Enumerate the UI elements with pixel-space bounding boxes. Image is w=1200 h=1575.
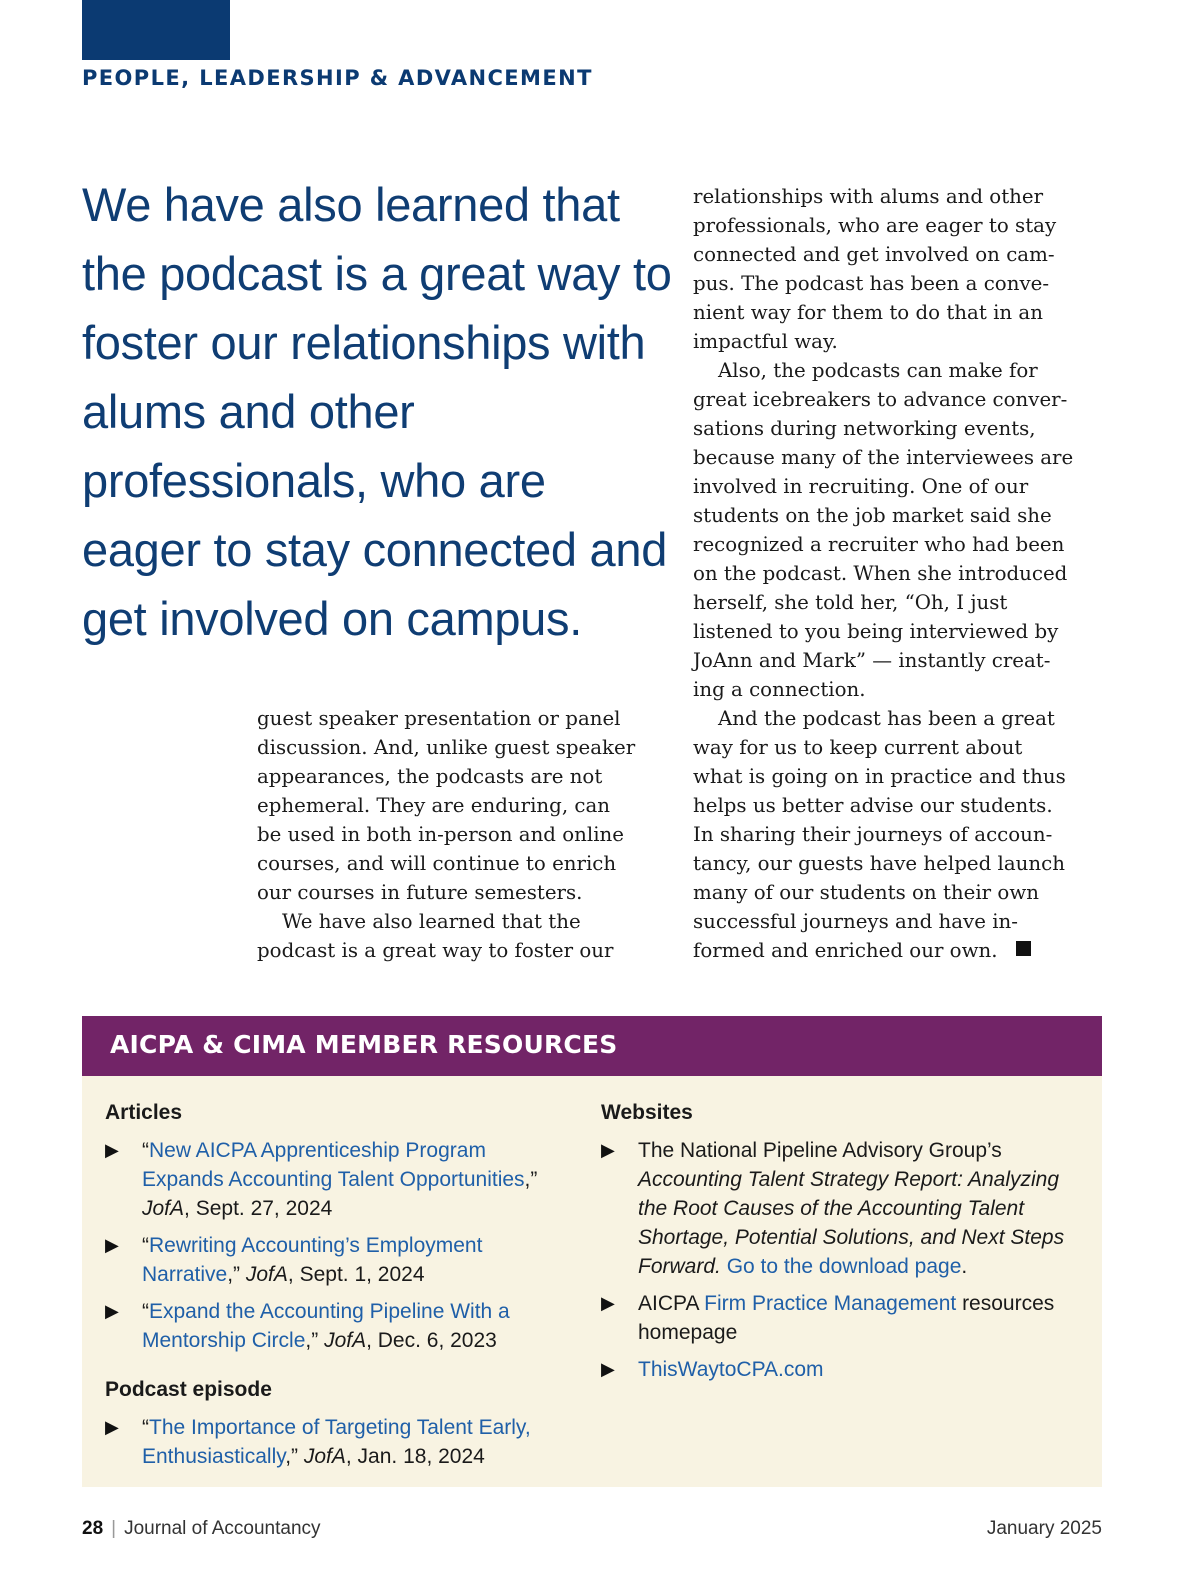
websites-list: [601, 1136, 1081, 1384]
article-link[interactable]: New AICPA Apprenticeship Program Expands Accounting Talent Opportunities: [142, 1139, 525, 1191]
websites-heading: Websites: [601, 1101, 693, 1124]
list-item: ▶ “Rewriting Accounting’s Employment Narrative,” JofA, Sept. 1, 2024: [105, 1231, 565, 1289]
source-name: JofA: [142, 1197, 185, 1220]
articles-list: [105, 1136, 565, 1355]
list-item: ▶ “The Importance of Targeting Talent Early, Enthusiastically,” JofA, Jan. 18, 2024: [105, 1413, 565, 1471]
body-paragraph: We have also learned that the podcast is a great way to foster our: [257, 910, 614, 962]
triangle-bullet-icon: ▶: [105, 1301, 119, 1321]
list-item: ▶ “Expand the Accounting Pipeline With a Mentorship Circle,” JofA, Dec. 6, 2023: [105, 1297, 565, 1355]
member-resources-box: [82, 1016, 1102, 1487]
article-date: , Sept. 1, 2024: [287, 1263, 425, 1286]
report-title: Accounting Talent Strategy Report: Analyzing the Root Causes of the Accounting Talent Shortage, Potential Solutions, and Next Steps Forward.: [638, 1168, 1065, 1278]
download-page-link[interactable]: Go to the download page: [726, 1255, 962, 1278]
list-item: [601, 1355, 1081, 1384]
podcast-link[interactable]: The Importance of Targeting Talent Early, Enthusiastically: [142, 1416, 531, 1468]
issue-date: January 2025: [986, 1518, 1102, 1539]
firm-practice-management-link[interactable]: Firm Practice Management: [704, 1292, 957, 1315]
body-paragraph: relationships with alums and other professionals, who are eager to stay connected and get involved on cam- pus. The podcast has been a conve- nient way for them to do that in an impactful way.: [693, 185, 1057, 353]
source-name: JofA: [303, 1445, 346, 1468]
body-paragraph: guest speaker presentation or panel discussion. And, unlike guest speaker appearances, the podcasts are not ephemeral. They are enduring, can be used in both in-person and online courses, and will continue to enrich our courses in future semesters.: [257, 707, 636, 904]
list-item: ▶ AICPA Firm Practice Management resources homepage: [601, 1289, 1081, 1347]
body-paragraph-final: [693, 704, 1113, 965]
member-resources-header: [82, 1016, 1102, 1076]
article-link[interactable]: Rewriting Accounting’s Employment Narrative: [142, 1234, 483, 1286]
source-name: JofA: [245, 1263, 288, 1286]
list-item: ▶ The National Pipeline Advisory Group’s Accounting Talent Strategy Report: Analyzing the Root Causes of the Accounting Talent Shortage, Potential Solutions, and Next Steps Forward. Go to the download page.: [601, 1136, 1081, 1281]
podcast-heading: Podcast episode: [105, 1378, 272, 1401]
list-item: ▶ “New AICPA Apprenticeship Program Expands Accounting Talent Opportunities,” JofA, Sept. 27, 2024: [105, 1136, 565, 1223]
page-number: 28: [82, 1518, 104, 1539]
resources-left-column: [105, 1098, 565, 1479]
podcast-date: , Jan. 18, 2024: [345, 1445, 485, 1468]
member-resources-title: AICPA & CIMA MEMBER RESOURCES: [110, 1030, 618, 1059]
article-date: , Sept. 27, 2024: [184, 1197, 333, 1220]
podcast-list: [105, 1413, 565, 1471]
triangle-bullet-icon: ▶: [601, 1293, 615, 1313]
triangle-bullet-icon: ▶: [105, 1235, 119, 1255]
article-link[interactable]: Expand the Accounting Pipeline With a Mentorship Circle: [142, 1300, 510, 1352]
resources-right-column: [601, 1098, 1081, 1392]
footer-separator: |: [111, 1518, 117, 1539]
triangle-bullet-icon: ▶: [601, 1359, 615, 1379]
pull-quote: We have also learned that the podcast is a great way to foster our relationships with alums and other professionals, who are eager to stay connected and get involved on campus.: [82, 178, 672, 645]
thiswaytocpa-link[interactable]: ThisWaytoCPA.com: [638, 1358, 824, 1381]
section-label: PEOPLE, LEADERSHIP & ADVANCEMENT: [82, 66, 593, 90]
page-footer: [82, 1518, 1102, 1544]
header-color-bar: [82, 0, 230, 60]
article-date: , Dec. 6, 2023: [366, 1329, 497, 1352]
triangle-bullet-icon: ▶: [105, 1417, 119, 1437]
body-column-left: [257, 704, 677, 965]
body-paragraph-text: And the podcast has been a great way for us to keep current about what is going on in practice and thus helps us better advise our students. In sharing their journeys of accoun- tancy, our guests have helped launch many of our students on their own successful journeys and have in- formed and enriched our own.: [693, 707, 1066, 962]
end-of-article-mark-icon: [1016, 941, 1031, 956]
publication-name: Journal of Accountancy: [124, 1518, 321, 1539]
articles-heading: Articles: [105, 1101, 183, 1124]
body-paragraph: Also, the podcasts can make for great icebreakers to advance conver- sations during networking events, because many of the interviewees are involved in recruiting. One of our students on the job market said she recognized a recruiter who had been on the podcast. When she introduced herself, she told her, “Oh, I just listened to you being interviewed by JoAnn and Mark” — instantly creat- ing a connection.: [693, 359, 1074, 701]
triangle-bullet-icon: ▶: [105, 1140, 119, 1160]
source-name: JofA: [324, 1329, 367, 1352]
body-column-right: [693, 182, 1113, 965]
triangle-bullet-icon: ▶: [601, 1140, 615, 1160]
